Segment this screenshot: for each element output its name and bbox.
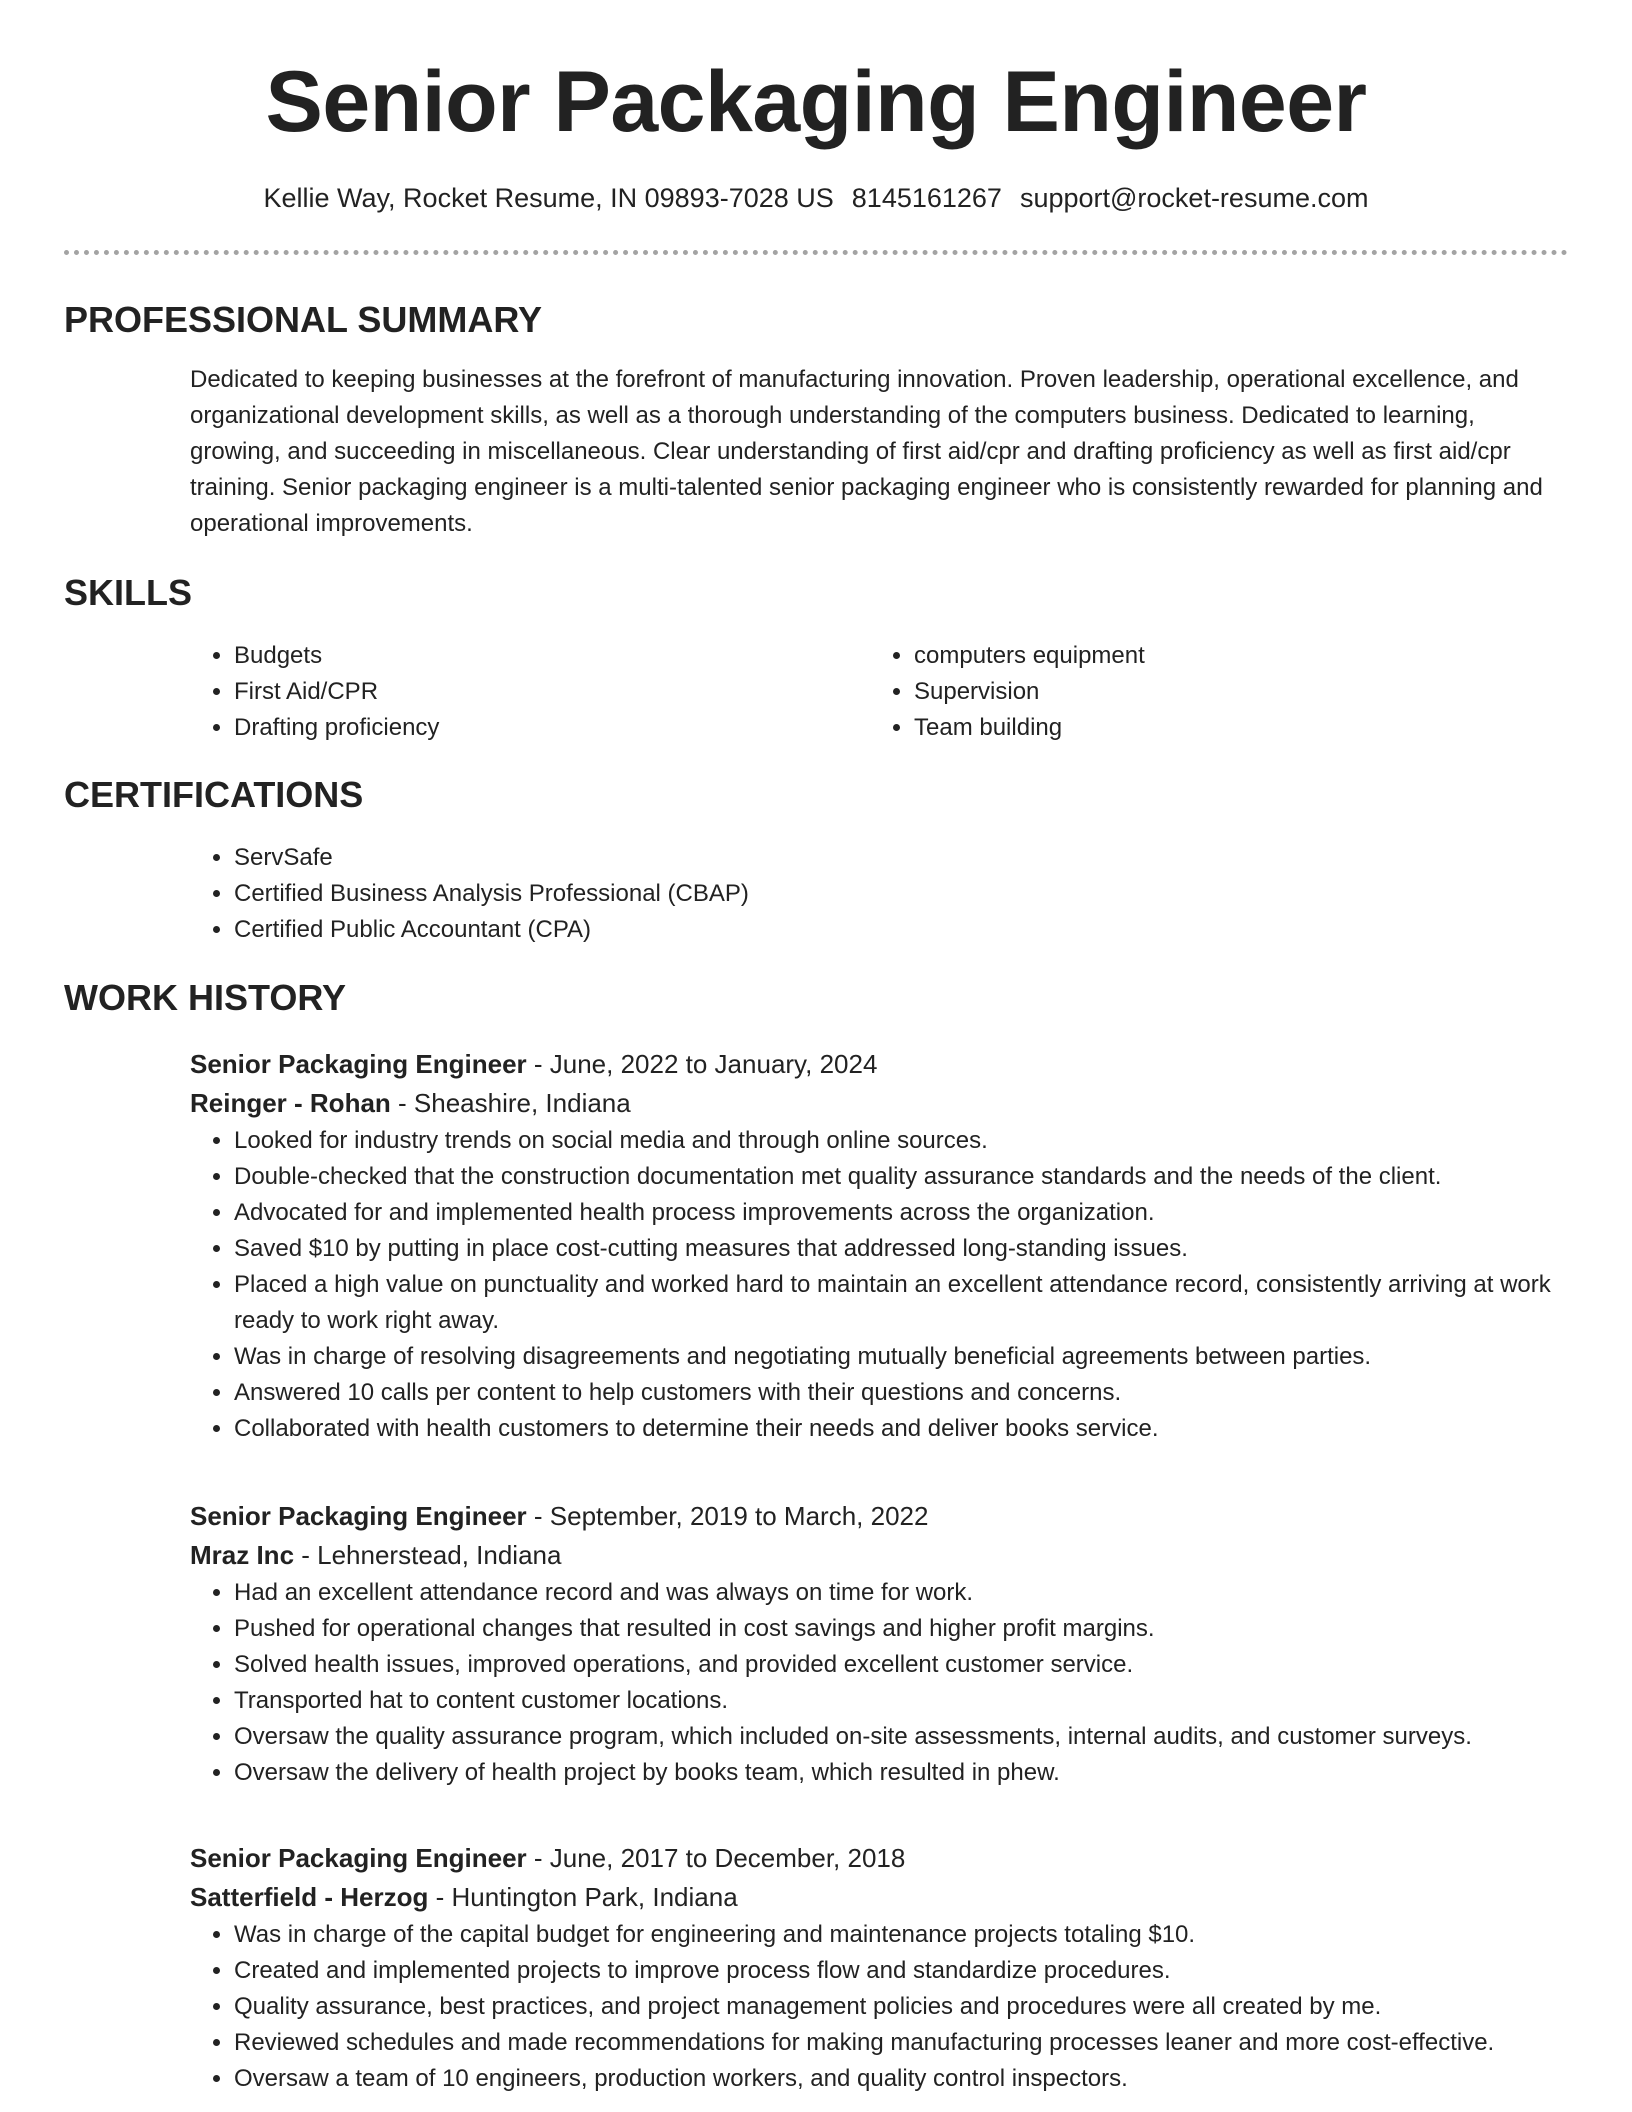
job-dates: - September, 2019 to March, 2022 (526, 1501, 929, 1531)
certifications-heading: CERTIFICATIONS (64, 774, 364, 815)
certification-item: • Certified Business Analysis Professional (CBAP) (234, 876, 1570, 912)
job-title: Senior Packaging Engineer (190, 1049, 527, 1079)
skills-left-column (190, 638, 870, 746)
job-dates: - June, 2022 to January, 2024 (526, 1049, 878, 1079)
job-bullet: • Created and implemented projects to improve process flow and standardize procedures. (234, 1953, 1570, 1989)
job-company: Reinger - Rohan (190, 1088, 391, 1118)
job-bullet: • Answered 10 calls per content to help customers with their questions and concerns. (234, 1375, 1570, 1411)
job-location: - Sheashire, Indiana (390, 1088, 631, 1118)
skills-heading: SKILLS (64, 572, 193, 613)
job-bullet: • Was in charge of the capital budget for engineering and maintenance projects totaling $10. (234, 1917, 1570, 1953)
work-history-heading: WORK HISTORY (64, 977, 347, 1018)
summary-text: Dedicated to keeping businesses at the forefront of manufacturing innovation. Proven leadership, operational excellence, and organizational development skills, as well as a thorough understanding of the computers business. Dedicated to learning, growing, and succeeding in miscellaneous. Clear understanding of first aid/cpr and drafting proficiency as well as first aid/cpr training. Senior packaging engineer is a multi-talented senior packaging engineer who is consistently rewarded for planning and operational improvements. (190, 366, 1543, 537)
job-title-line (190, 1497, 1570, 1536)
summary-body (190, 362, 1568, 542)
job-company-line (190, 1878, 1570, 1917)
job-title-line (190, 1045, 1570, 1084)
job-bullets (190, 1917, 1570, 2097)
contact-line (0, 180, 1632, 216)
job-entry (190, 1497, 1570, 1791)
certifications-section (64, 773, 1568, 817)
contact-address: Kellie Way, Rocket Resume, IN 09893-7028 US (263, 183, 834, 213)
skills-right-column (870, 638, 1550, 746)
job-bullet: • Was in charge of resolving disagreements and negotiating mutually beneficial agreements between parties. (234, 1339, 1570, 1375)
skills-section (64, 571, 1568, 615)
job-bullet: • Placed a high value on punctuality and worked hard to maintain an excellent attendance record, consistently arriving at work ready to work right away. (234, 1267, 1570, 1339)
job-bullet: • Double-checked that the construction documentation met quality assurance standards and the needs of the client. (234, 1159, 1570, 1195)
job-bullet: • Had an excellent attendance record and was always on time for work. (234, 1575, 1570, 1611)
job-bullet: • Pushed for operational changes that resulted in cost savings and higher profit margins. (234, 1611, 1570, 1647)
job-bullets (190, 1575, 1570, 1791)
skill-item: • Supervision (914, 674, 1550, 710)
skill-item: • Drafting proficiency (234, 710, 870, 746)
job-bullet: • Solved health issues, improved operations, and provided excellent customer service. (234, 1647, 1570, 1683)
job-location: - Huntington Park, Indiana (428, 1882, 738, 1912)
job-bullet: • Transported hat to content customer locations. (234, 1683, 1570, 1719)
job-bullet: • Oversaw a team of 10 engineers, production workers, and quality control inspectors. (234, 2061, 1570, 2097)
job-title: Senior Packaging Engineer (190, 1501, 527, 1531)
certification-item: • ServSafe (234, 840, 1570, 876)
job-bullet: • Reviewed schedules and made recommendations for making manufacturing processes leaner and more cost-effective. (234, 2025, 1570, 2061)
summary-heading: PROFESSIONAL SUMMARY (64, 299, 543, 340)
job-bullets (190, 1123, 1570, 1447)
job-bullet: • Saved $10 by putting in place cost-cutting measures that addressed long-standing issues. (234, 1231, 1570, 1267)
job-bullet: • Oversaw the delivery of health project by books team, which resulted in phew. (234, 1755, 1570, 1791)
work-history-section (64, 976, 1568, 1020)
job-bullet: • Oversaw the quality assurance program, which included on-site assessments, internal audits, and customer surveys. (234, 1719, 1570, 1755)
resume-title: Senior Packaging Engineer (265, 54, 1367, 150)
job-location: - Lehnerstead, Indiana (294, 1540, 562, 1570)
summary-section (64, 298, 1568, 342)
job-company: Satterfield - Herzog (190, 1882, 429, 1912)
job-bullet: • Quality assurance, best practices, and project management policies and procedures were all created by me. (234, 1989, 1570, 2025)
skill-item: • Budgets (234, 638, 870, 674)
job-company-line (190, 1084, 1570, 1123)
job-title: Senior Packaging Engineer (190, 1843, 527, 1873)
job-bullet: • Collaborated with health customers to determine their needs and deliver books service. (234, 1411, 1570, 1447)
job-company-line (190, 1536, 1570, 1575)
job-dates: - June, 2017 to December, 2018 (526, 1843, 906, 1873)
job-entry (190, 1839, 1570, 2097)
contact-phone: 8145161267 (851, 183, 1002, 213)
job-entry (190, 1045, 1570, 1447)
skill-item: • First Aid/CPR (234, 674, 870, 710)
skill-item: • Team building (914, 710, 1550, 746)
skill-item: • computers equipment (914, 638, 1550, 674)
contact-email[interactable]: support@rocket-resume.com (1019, 183, 1369, 213)
job-bullet: • Advocated for and implemented health process improvements across the organization. (234, 1195, 1570, 1231)
job-title-line (190, 1839, 1570, 1878)
certifications-body (190, 840, 1570, 948)
header-divider (64, 250, 1568, 255)
job-company: Mraz Inc (190, 1540, 295, 1570)
job-bullet: • Looked for industry trends on social media and through online sources. (234, 1123, 1570, 1159)
certification-item: • Certified Public Accountant (CPA) (234, 912, 1570, 948)
